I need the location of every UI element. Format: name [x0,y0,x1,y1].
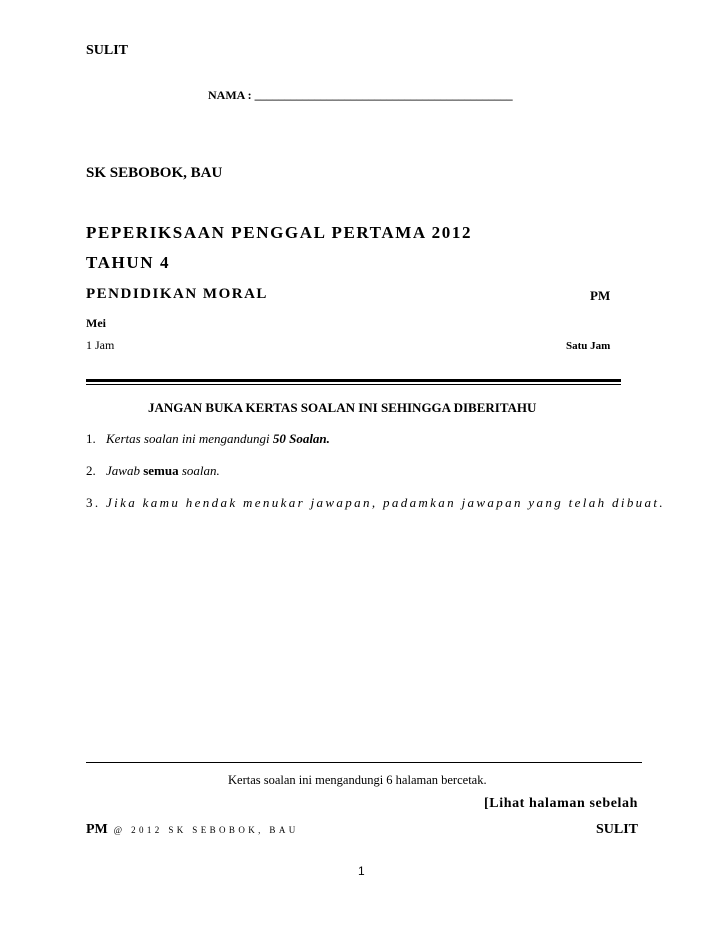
instruction-1 [86,431,330,447]
instruction-text: soalan. [178,463,220,478]
footer-left [86,822,299,838]
instruction-number: 2. [86,463,96,478]
name-field-label: NAMA : ___________________________________________ [208,88,513,102]
instruction-text: Jika kamu hendak menukar jawapan, padamkan jawapan yang telah dibuat. [106,495,665,510]
page-number: 1 [358,864,365,878]
footer-sulit: SULIT [596,822,639,837]
instruction-number: 3. [86,495,101,510]
school-name: SK SEBOBOK, BAU [86,165,223,181]
exam-year: TAHUN 4 [86,253,171,272]
instruction-2 [86,463,220,479]
exam-subject: PENDIDIKAN MORAL [86,286,268,302]
exam-title: PEPERIKSAAN PENGGAL PERTAMA 2012 [86,223,473,242]
instruction-text: Jawab [106,463,144,478]
double-rule-thin [86,384,621,385]
exam-duration-words: Satu Jam [566,340,611,352]
instruction-text: Kertas soalan ini mengandungi [106,431,273,446]
instruction-emphasis: semua [143,463,179,478]
pages-note: Kertas soalan ini mengandungi 6 halaman bercetak. [228,773,487,787]
double-rule-thick [86,379,621,382]
exam-month: Mei [86,316,106,330]
footer-rule [86,762,642,763]
next-page-note: [Lihat halaman sebelah [484,796,638,811]
warning-notice: JANGAN BUKA KERTAS SOALAN INI SEHINGGA DIBERITAHU [148,400,537,415]
subject-code: PM [590,288,611,303]
header-sulit: SULIT [86,43,129,58]
footer-copyright: @ 2012 SK SEBOBOK, BAU [113,825,299,835]
instruction-number: 1. [86,431,96,446]
footer-subject-code: PM [86,822,108,837]
instruction-3 [86,495,665,511]
exam-duration: 1 Jam [86,338,115,352]
instruction-emphasis: 50 Soalan. [272,431,330,446]
